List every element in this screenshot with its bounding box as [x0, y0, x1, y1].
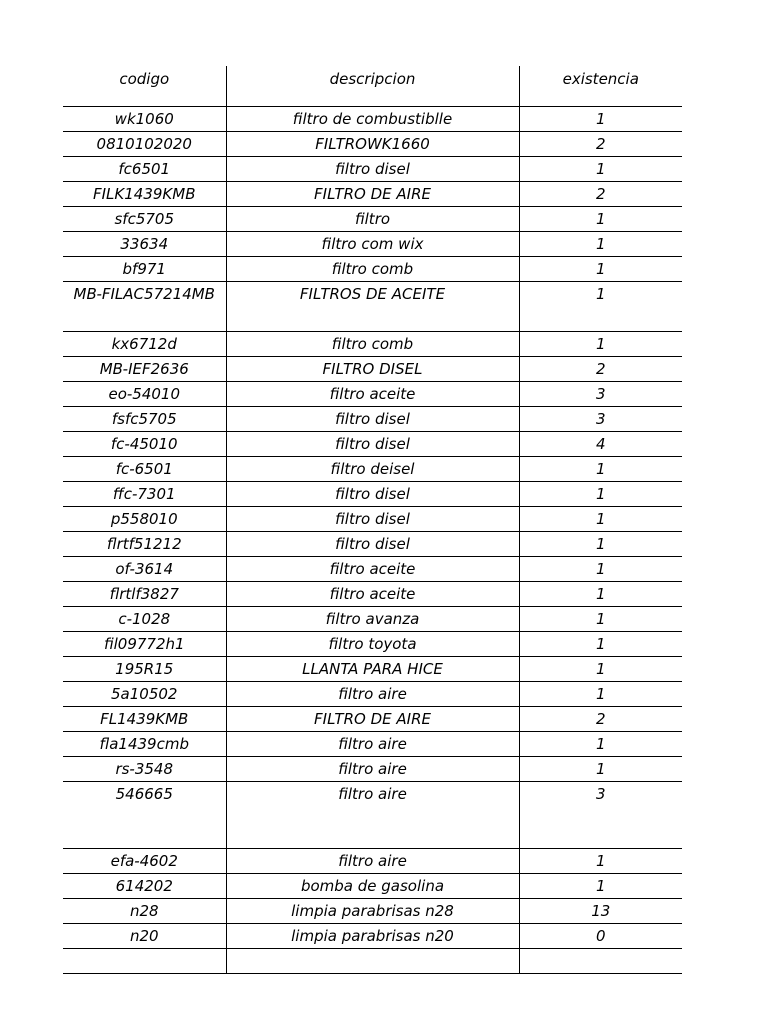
cell-existencia: 1 — [519, 732, 682, 757]
table-row — [63, 632, 682, 657]
table-row — [63, 157, 682, 182]
table-row — [63, 132, 682, 157]
cell-descripcion: filtro disel — [226, 532, 519, 557]
cell-codigo: MB-FILAC57214MB — [63, 282, 226, 332]
table-row — [63, 707, 682, 732]
cell-codigo: 5a10502 — [63, 682, 226, 707]
cell-existencia: 1 — [519, 657, 682, 682]
cell-codigo: fla1439cmb — [63, 732, 226, 757]
cell-descripcion: filtro aceite — [226, 382, 519, 407]
cell-codigo: n20 — [63, 924, 226, 949]
cell-codigo: 195R15 — [63, 657, 226, 682]
cell-existencia: 1 — [519, 532, 682, 557]
cell-existencia: 13 — [519, 899, 682, 924]
table-row — [63, 107, 682, 132]
cell-existencia: 4 — [519, 432, 682, 457]
cell-descripcion: filtro disel — [226, 407, 519, 432]
cell-descripcion: bomba de gasolina — [226, 874, 519, 899]
table-row — [63, 732, 682, 757]
cell-descripcion: filtro avanza — [226, 607, 519, 632]
cell-existencia: 1 — [519, 874, 682, 899]
header-row — [63, 66, 682, 107]
cell-descripcion: filtro comb — [226, 257, 519, 282]
cell-codigo: kx6712d — [63, 332, 226, 357]
table-row — [63, 682, 682, 707]
cell-codigo: fc-45010 — [63, 432, 226, 457]
cell-existencia: 0 — [519, 924, 682, 949]
table-row — [63, 532, 682, 557]
cell-codigo: 0810102020 — [63, 132, 226, 157]
cell-codigo: efa-4602 — [63, 849, 226, 874]
cell-codigo: 546665 — [63, 782, 226, 849]
table-row — [63, 432, 682, 457]
header-descripcion: descripcion — [226, 66, 519, 107]
table-row — [63, 607, 682, 632]
table-row — [63, 357, 682, 382]
cell-descripcion: filtro toyota — [226, 632, 519, 657]
cell-existencia: 1 — [519, 282, 682, 332]
table-row — [63, 382, 682, 407]
cell-descripcion: LLANTA PARA HICE — [226, 657, 519, 682]
cell-existencia: 3 — [519, 382, 682, 407]
cell-existencia: 1 — [519, 482, 682, 507]
cell-existencia: 2 — [519, 357, 682, 382]
cell-codigo: c-1028 — [63, 607, 226, 632]
cell-existencia: 1 — [519, 207, 682, 232]
cell-existencia: 1 — [519, 557, 682, 582]
cell-existencia: 1 — [519, 682, 682, 707]
cell-existencia: 1 — [519, 107, 682, 132]
cell-existencia: 2 — [519, 132, 682, 157]
table-row — [63, 257, 682, 282]
cell-codigo: 614202 — [63, 874, 226, 899]
cell-descripcion: filtro aire — [226, 757, 519, 782]
table-row — [63, 482, 682, 507]
cell-descripcion: FILTRO DE AIRE — [226, 182, 519, 207]
cell-existencia: 3 — [519, 782, 682, 849]
cell-codigo: FL1439KMB — [63, 707, 226, 732]
table-row — [63, 207, 682, 232]
cell-codigo: of-3614 — [63, 557, 226, 582]
cell-codigo: sfc5705 — [63, 207, 226, 232]
cell-descripcion: FILTROWK1660 — [226, 132, 519, 157]
table-row — [63, 182, 682, 207]
cell-existencia: 1 — [519, 157, 682, 182]
cell-existencia: 1 — [519, 757, 682, 782]
header-codigo: codigo — [63, 66, 226, 107]
cell-codigo — [63, 949, 226, 974]
cell-descripcion: FILTRO DE AIRE — [226, 707, 519, 732]
cell-descripcion: limpia parabrisas n20 — [226, 924, 519, 949]
table-row — [63, 282, 682, 332]
cell-descripcion: filtro disel — [226, 507, 519, 532]
cell-codigo: ffc-7301 — [63, 482, 226, 507]
cell-codigo: fc6501 — [63, 157, 226, 182]
table-row — [63, 232, 682, 257]
cell-descripcion: filtro disel — [226, 432, 519, 457]
table-row — [63, 407, 682, 432]
cell-codigo: fc-6501 — [63, 457, 226, 482]
table-row — [63, 757, 682, 782]
table-row — [63, 874, 682, 899]
cell-existencia: 1 — [519, 849, 682, 874]
cell-existencia: 1 — [519, 232, 682, 257]
cell-descripcion: filtro — [226, 207, 519, 232]
cell-descripcion: filtro comb — [226, 332, 519, 357]
cell-existencia: 1 — [519, 582, 682, 607]
cell-descripcion: FILTRO DISEL — [226, 357, 519, 382]
table-row — [63, 557, 682, 582]
cell-existencia: 2 — [519, 182, 682, 207]
cell-codigo: FILK1439KMB — [63, 182, 226, 207]
cell-codigo: flrtlf3827 — [63, 582, 226, 607]
cell-codigo: p558010 — [63, 507, 226, 532]
cell-codigo: fil09772h1 — [63, 632, 226, 657]
cell-existencia: 1 — [519, 332, 682, 357]
cell-descripcion: filtro aire — [226, 682, 519, 707]
cell-descripcion: filtro com wix — [226, 232, 519, 257]
cell-codigo: n28 — [63, 899, 226, 924]
cell-codigo: eo-54010 — [63, 382, 226, 407]
cell-descripcion: filtro aceite — [226, 582, 519, 607]
cell-existencia: 1 — [519, 257, 682, 282]
cell-codigo: MB-IEF2636 — [63, 357, 226, 382]
cell-codigo: rs-3548 — [63, 757, 226, 782]
table-row — [63, 924, 682, 949]
cell-descripcion: filtro aire — [226, 782, 519, 849]
cell-descripcion: filtro disel — [226, 157, 519, 182]
cell-existencia: 3 — [519, 407, 682, 432]
cell-existencia: 1 — [519, 607, 682, 632]
cell-codigo: wk1060 — [63, 107, 226, 132]
cell-existencia: 1 — [519, 507, 682, 532]
table-row — [63, 507, 682, 532]
cell-existencia — [519, 949, 682, 974]
table-row — [63, 849, 682, 874]
cell-codigo: flrtf51212 — [63, 532, 226, 557]
cell-descripcion: filtro de combustiblle — [226, 107, 519, 132]
cell-descripcion: limpia parabrisas n28 — [226, 899, 519, 924]
cell-descripcion: FILTROS DE ACEITE — [226, 282, 519, 332]
cell-codigo: fsfc5705 — [63, 407, 226, 432]
table-row — [63, 949, 682, 974]
cell-existencia: 2 — [519, 707, 682, 732]
cell-descripcion — [226, 949, 519, 974]
cell-codigo: 33634 — [63, 232, 226, 257]
table-row — [63, 332, 682, 357]
cell-descripcion: filtro disel — [226, 482, 519, 507]
cell-descripcion: filtro aceite — [226, 557, 519, 582]
cell-descripcion: filtro aire — [226, 849, 519, 874]
table-row — [63, 582, 682, 607]
table-row — [63, 657, 682, 682]
cell-existencia: 1 — [519, 457, 682, 482]
table-row — [63, 457, 682, 482]
cell-descripcion: filtro deisel — [226, 457, 519, 482]
inventory-table — [63, 66, 682, 974]
table-row — [63, 899, 682, 924]
cell-existencia: 1 — [519, 632, 682, 657]
cell-descripcion: filtro aire — [226, 732, 519, 757]
cell-codigo: bf971 — [63, 257, 226, 282]
header-existencia: existencia — [519, 66, 682, 107]
table-row — [63, 782, 682, 849]
